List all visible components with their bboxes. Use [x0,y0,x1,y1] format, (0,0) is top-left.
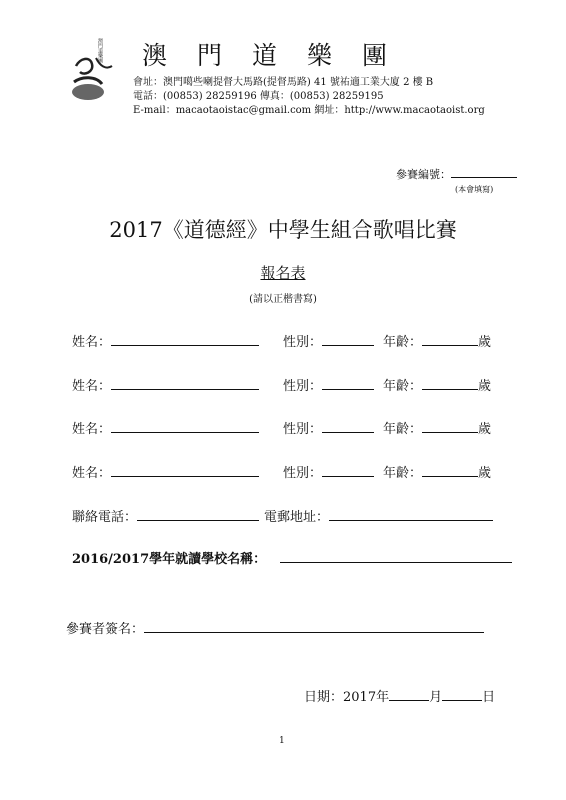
participant-row-gender [283,418,374,437]
gender-label: 性別： [283,466,323,481]
age-blank[interactable] [422,344,478,346]
participant-row-gender [283,331,374,350]
participant-row-age [383,462,491,481]
participant-row [72,331,259,350]
signature-label: 參賽者簽名： [66,622,145,637]
gender-label: 性別： [283,379,323,394]
reference-number-blank[interactable] [451,176,517,178]
email-web-line: E-mail：macaotaoistac@gmail.com 網址：http://www.macaotaoist.org [133,105,485,116]
phone-label: 聯絡電話： [72,510,138,525]
form-instruction: (請以正楷書寫) [249,294,317,305]
age-unit: 歲 [478,379,492,394]
name-blank[interactable] [111,475,259,477]
name-label: 姓名： [72,335,112,350]
gender-blank[interactable] [322,344,374,346]
form-title: 2017《道德經》中學生組合歌唱比賽 [109,218,457,242]
participant-row-gender [283,462,374,481]
school-field [72,548,512,567]
name-label: 姓名： [72,466,112,481]
age-unit: 歲 [478,335,492,350]
school-label: 2016/2017學年就讀學校名稱： [72,552,267,567]
email-label: 電郵地址： [264,510,330,525]
day-blank[interactable] [442,699,482,701]
name-blank[interactable] [111,344,259,346]
participant-row [72,375,259,394]
phone-blank[interactable] [137,519,259,521]
organization-contact [133,76,485,118]
signature-field [66,618,484,637]
age-label: 年齡： [383,466,423,481]
participant-row [72,462,259,481]
email-field [264,506,493,525]
name-label: 姓名： [72,422,112,437]
address-line: 會址：澳門噶些喇提督大馬路(提督馬路) 41 號祐適工業大廈 2 樓 B [133,77,434,88]
form-subtitle: 報名表 [260,264,306,282]
gender-label: 性別： [283,335,323,350]
gender-blank[interactable] [322,431,374,433]
age-unit: 歲 [478,466,492,481]
age-blank[interactable] [422,475,478,477]
age-blank[interactable] [422,431,478,433]
date-label: 日期：2017年 [304,690,390,705]
organization-logo [66,36,128,106]
participant-row-gender [283,375,374,394]
age-label: 年齡： [383,379,423,394]
month-blank[interactable] [389,699,429,701]
age-label: 年齡： [383,335,423,350]
age-blank[interactable] [422,388,478,390]
name-blank[interactable] [111,388,259,390]
name-blank[interactable] [111,431,259,433]
reference-number-label: 參賽編號： [396,168,451,181]
age-label: 年齡： [383,422,423,437]
month-label: 月 [429,690,443,705]
date-field [304,686,495,705]
signature-blank[interactable] [144,631,484,633]
day-label: 日 [482,690,496,705]
participant-row-age [383,375,491,394]
phone-fax-line: 電話：(00853) 28259196 傳真：(00853) 28259195 [133,91,384,102]
participant-row-age [383,331,491,350]
reference-note: (本會填寫) [455,185,494,194]
gender-label: 性別： [283,422,323,437]
name-label: 姓名： [72,379,112,394]
participant-row-age [383,418,491,437]
phone-field [72,506,259,525]
logo-text: 澳門道樂團 [97,38,103,63]
gender-blank[interactable] [322,475,374,477]
participant-row [72,418,259,437]
page-number: 1 [279,736,285,746]
reference-number-field [396,166,517,182]
school-blank[interactable] [280,561,512,563]
organization-name: 澳門道樂團 [142,41,418,70]
gender-blank[interactable] [322,388,374,390]
age-unit: 歲 [478,422,492,437]
email-blank[interactable] [329,519,493,521]
